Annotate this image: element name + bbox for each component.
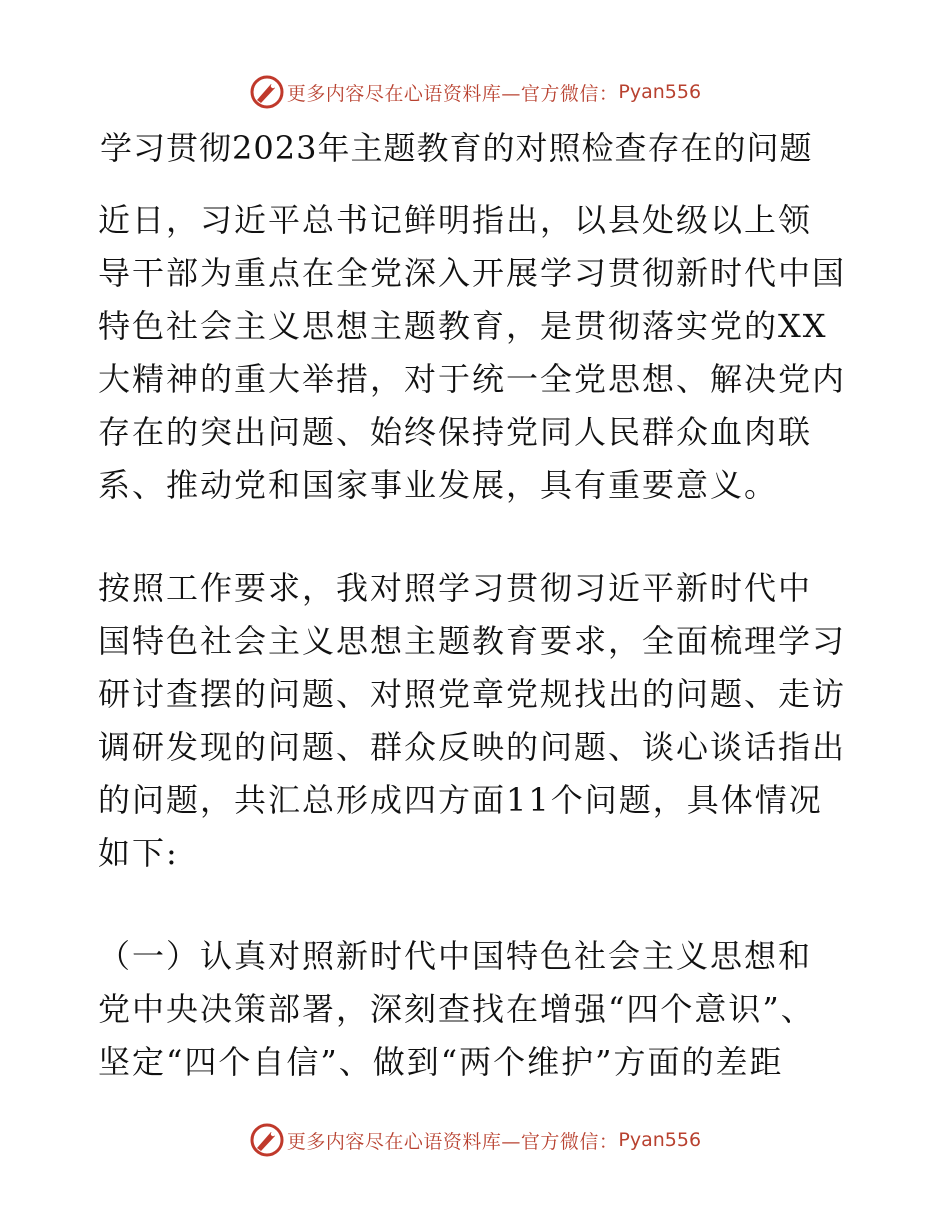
text-line: 调研发现的问题、群众反映的问题、谈心谈话指出 (98, 728, 847, 766)
pen-nib-circle-icon (249, 74, 285, 110)
banner-text: 更多内容尽在心语资料库—官方微信： (286, 1130, 619, 1153)
banner-wechat-id: Pyan556 (618, 1129, 702, 1151)
header-banner (0, 72, 950, 112)
text-line: 按照工作要求，我对照学习贯彻习近平新时代中 (98, 569, 813, 607)
text-line: （一）认真对照新时代中国特色社会主义思想和 (98, 937, 813, 975)
text-line: 近日，习近平总书记鲜明指出，以县处级以上领 (98, 201, 813, 239)
document-title: 学习贯彻2023年主题教育的对照检查存在的问题 (100, 129, 813, 167)
text-line: 的问题，共汇总形成四方面11个问题，具体情况 (98, 781, 823, 819)
text-line: 坚定“四个自信”、做到“两个维护”方面的差距 (98, 1043, 784, 1081)
banner-wechat-id: Pyan556 (618, 81, 702, 103)
banner-text: 更多内容尽在心语资料库—官方微信： (286, 82, 619, 105)
paragraph (98, 194, 850, 512)
footer-banner (0, 1120, 950, 1160)
text-line: 大精神的重大举措，对于统一全党思想、解决党内 (98, 360, 847, 398)
text-line: 特色社会主义思想主题教育，是贯彻落实党的XX (98, 307, 828, 345)
paragraph (98, 930, 850, 1089)
text-line: 系、推动党和国家事业发展，具有重要意义。 (98, 466, 779, 504)
text-line: 国特色社会主义思想主题教育要求，全面梳理学习 (98, 622, 847, 660)
text-line: 研讨查摆的问题、对照党章党规找出的问题、走访 (98, 675, 847, 713)
pen-nib-circle-icon (249, 1122, 285, 1158)
text-line: 如下: (98, 834, 179, 872)
text-line: 党中央决策部署，深刻查找在增强“四个意识”、 (98, 990, 815, 1028)
text-line: 存在的突出问题、始终保持党同人民群众血肉联 (98, 413, 813, 451)
text-line: 导干部为重点在全党深入开展学习贯彻新时代中国 (98, 254, 847, 292)
paragraph (98, 562, 850, 880)
